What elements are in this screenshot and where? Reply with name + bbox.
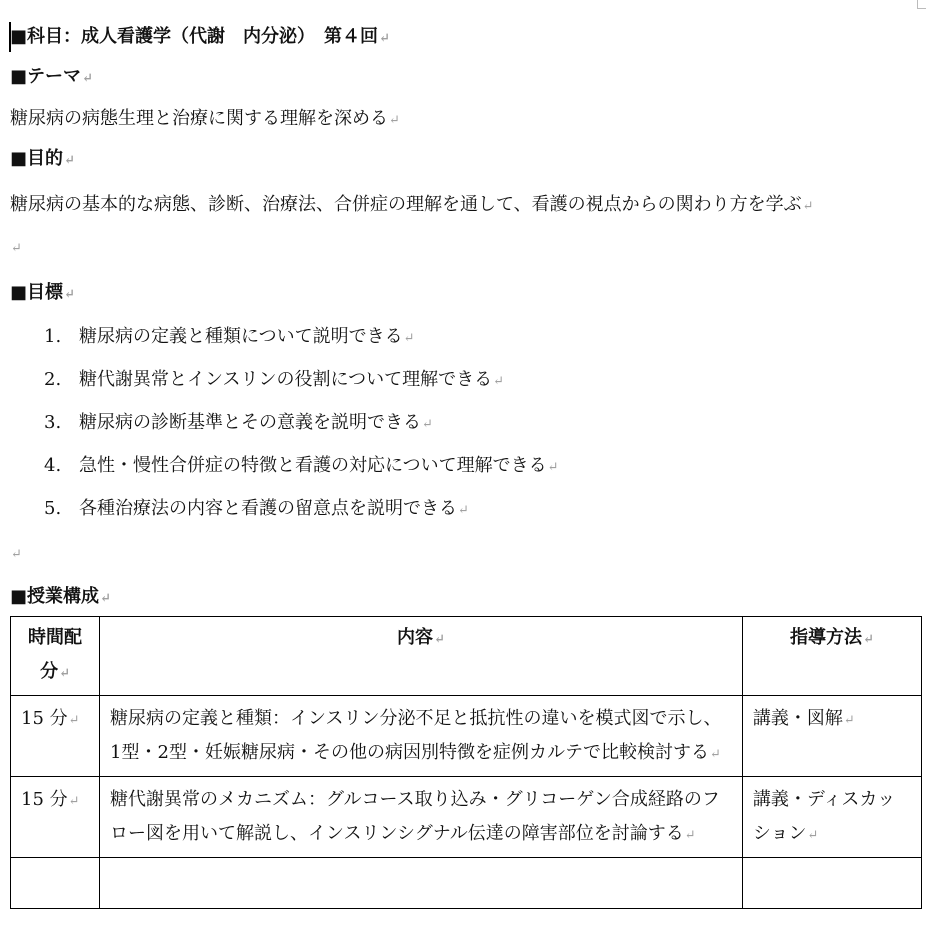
- table-cell-time[interactable]: [11, 858, 100, 909]
- cell-mark-icon: ↵: [709, 747, 721, 762]
- goal-number: 5.: [44, 498, 62, 519]
- cell-mark-icon: ↵: [843, 713, 855, 728]
- table-cell-time[interactable]: 15 分↵: [11, 696, 100, 777]
- empty-paragraph[interactable]: [10, 234, 22, 262]
- table-cell-time[interactable]: 15 分↵: [11, 777, 100, 858]
- cell-mark-icon: ↵: [68, 713, 80, 728]
- table-cell-content[interactable]: 糖尿病の定義と種類：インスリン分泌不足と抵抗性の違いを模式図で示し、1型・2型・妊娠糖尿病・その他の病因別特徴を症例カルテで比較検討する↵: [100, 696, 743, 777]
- cell-mark-icon: ↵: [684, 828, 696, 843]
- table-cell-method[interactable]: 講義・ディスカッション↵: [742, 777, 921, 858]
- table-cell-method[interactable]: [742, 858, 921, 909]
- theme-heading[interactable]: ■テーマ↵: [10, 66, 93, 87]
- empty-paragraph[interactable]: [10, 540, 22, 568]
- page-corner-mark: [917, 0, 926, 9]
- goals-heading[interactable]: ■目標↵: [10, 282, 75, 303]
- cell-mark-icon: ↵: [807, 828, 819, 843]
- paragraph-mark-icon: ↵: [493, 374, 505, 389]
- paragraph-mark-icon: ↵: [458, 503, 469, 518]
- paragraph-mark-icon: ↵: [389, 113, 400, 128]
- document-title[interactable]: ■科目：成人看護学（代謝 内分泌） 第４回↵: [10, 26, 390, 47]
- structure-heading[interactable]: ■授業構成↵: [10, 586, 111, 607]
- goal-number: 3.: [44, 412, 62, 433]
- goal-text: 急性・慢性合併症の特徴と看護の対応について理解できる: [79, 455, 547, 476]
- table-cell-method[interactable]: 講義・図解↵: [742, 696, 921, 777]
- table-cell-content[interactable]: 糖代謝異常のメカニズム：グルコース取り込み・グリコーゲン合成経路のフロー図を用いて解説し、インスリンシグナル伝達の障害部位を討論する↵: [100, 777, 743, 858]
- paragraph-mark-icon: ↵: [11, 547, 22, 562]
- lesson-structure-table: [10, 616, 922, 909]
- paragraph-mark-icon: ↵: [547, 460, 559, 475]
- table-header-method[interactable]: 指導方法↵: [742, 617, 921, 696]
- goal-list-item[interactable]: [44, 324, 415, 352]
- table-row: [11, 696, 922, 777]
- cell-mark-icon: ↵: [68, 794, 80, 809]
- table-row: [11, 858, 922, 909]
- paragraph-mark-icon: ↵: [802, 199, 814, 214]
- goal-text: 各種治療法の内容と看護の留意点を説明できる: [79, 498, 457, 519]
- cell-mark-icon: ↵: [862, 632, 874, 647]
- goal-number: 1.: [44, 326, 62, 347]
- purpose-text[interactable]: 糖尿病の基本的な病態、診断、治療法、合併症の理解を通して、看護の視点からの関わり方を学ぶ↵: [10, 194, 814, 215]
- purpose-heading[interactable]: ■目的↵: [10, 148, 75, 169]
- paragraph-mark-icon: ↵: [379, 31, 390, 46]
- paragraph-mark-icon: ↵: [11, 241, 22, 256]
- goal-number: 4.: [44, 455, 62, 476]
- paragraph-mark-icon: ↵: [100, 591, 111, 606]
- table-header-content[interactable]: 内容↵: [100, 617, 743, 696]
- goal-number: 2.: [44, 369, 62, 390]
- paragraph-mark-icon: ↵: [422, 417, 433, 432]
- paragraph-mark-icon: ↵: [82, 71, 93, 86]
- cell-mark-icon: ↵: [59, 666, 70, 681]
- table-header-row: [11, 617, 922, 696]
- goal-text: 糖尿病の定義と種類について説明できる: [79, 326, 403, 347]
- theme-text[interactable]: 糖尿病の病態生理と治療に関する理解を深める↵: [10, 108, 400, 129]
- goal-list-item[interactable]: [44, 367, 504, 395]
- table-cell-content[interactable]: [100, 858, 743, 909]
- paragraph-mark-icon: ↵: [64, 153, 75, 168]
- table-row: [11, 777, 922, 858]
- cell-mark-icon: ↵: [434, 632, 445, 647]
- goal-text: 糖代謝異常とインスリンの役割について理解できる: [79, 369, 493, 390]
- goal-list-item[interactable]: [44, 410, 433, 438]
- table-header-time[interactable]: 時間配分↵: [11, 617, 100, 696]
- paragraph-mark-icon: ↵: [403, 331, 415, 346]
- goal-list-item[interactable]: [44, 453, 559, 481]
- goal-text: 糖尿病の診断基準とその意義を説明できる: [79, 412, 421, 433]
- goal-list-item[interactable]: [44, 496, 469, 524]
- paragraph-mark-icon: ↵: [64, 287, 75, 302]
